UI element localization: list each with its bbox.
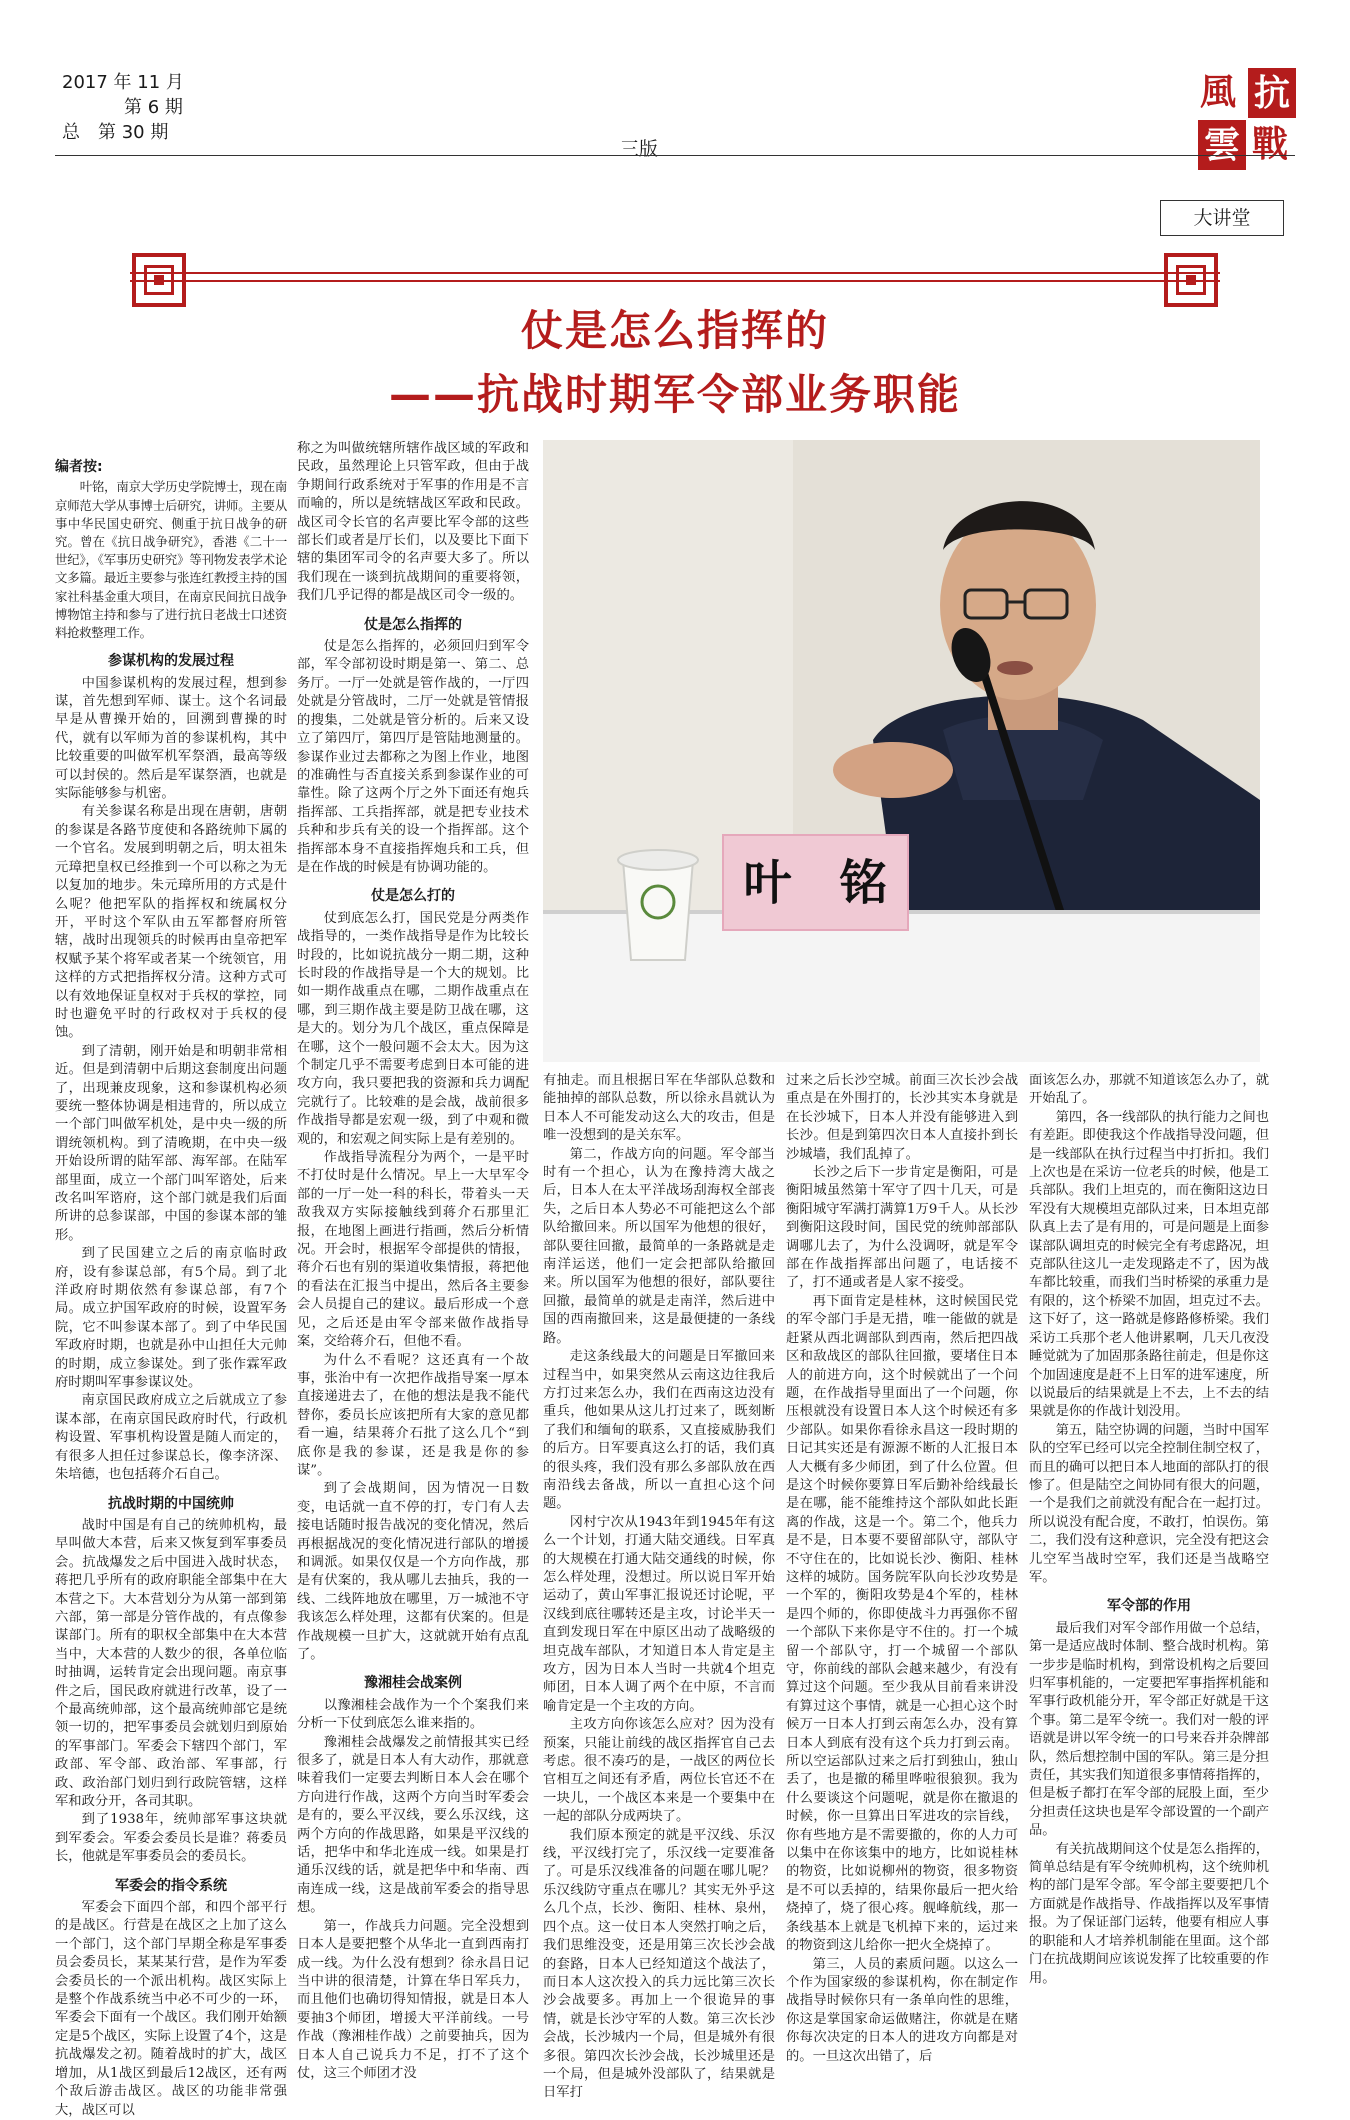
col5-para: 第四，各一线部队的执行能力之间也有差距。即使我这个作战指导没问题，但是一线部队在执行过程当中打折扣。我们上次也是在采访一位老兵的时候，他是工兵部队。我们上坦克的，而在衡阳这边日军没有大规模坦克部队过来，日本坦克部队真上去了是有用的，可是问题是上面参谋部队调坦克的时候完全有考虑路况，坦克部队往这儿一走发现路走不了，因为战车都比较重，而我们当时桥梁的承重力是有限的，这个桥梁不加固，坦克过不去。这下好了，这一路就是修路修桥梁。我们采访工兵那个老人他讲累啊，几天几夜没睡觉就为了加固那条路往前走，但是你这个加固速度是赶不上日军的进军速度，所以说最后的结果就是上不去，上不去的结果就是你的作战计划没用。 — [1029, 1109, 1269, 1420]
column-5 — [1029, 1072, 1269, 2026]
logo-char-2: 抗 — [1248, 68, 1296, 118]
logo-char-3: 雲 — [1198, 120, 1246, 170]
column-4 — [786, 1072, 1018, 2064]
col2-para: 称之为叫做统辖所辖作战区域的军政和民政，虽然理论上只管军政，但由于战争期间行政系统对于军事的作用是不言而喻的，所以是统辖战区军政和民政。战区司令长官的名声要比军令部的这些部长们或者是厅长们，以及要比下面下辖的集团军司令的名声要大多了。所以我们现在一谈到抗战期间的重要将领，我们几乎记得的都是战区司令一级的。 — [297, 441, 529, 604]
col3-para: 主攻方向你该怎么应对？因为没有预案，只能让前线的战区指挥官自己去考虑。很不凑巧的是，一战区的两位长官相互之间还有矛盾，两位长官还不在一块儿，一个战区本来是一个要集中在一起的部队分成两块了。 — [543, 1717, 775, 1825]
col1-para: 战时中国是有自己的统帅机构，最早叫做大本营，后来又恢复到军事委员会。抗战爆发之后中国进入战时状态，蒋把几乎所有的政府职能全部集中在大本营之下。大本营划分为从第一部到第六部，第一部是分管作战的，有点像参谋部门。所有的职权全部集中在大本营当中，大本营的人数少的很，各单位临时抽调，运转肯定会出现问题。南京事件之后，国民政府就进行改革，设了一个最高统帅部，这个最高统帅部它是统领一切的，把军事委员会就划归到原始的军事部门。军委会下辖四个部门，军政部、军令部、政治部、军事部，行政、政治部门划归到行政院管辖，这样军和政分开，各司其职。 — [55, 1517, 287, 1810]
col2-heading-2: 仗是怎么打的 — [371, 888, 455, 905]
column-tag: 大讲堂 — [1160, 200, 1284, 236]
col2-para: 仗到底怎么打，国民党是分两类作战指导的，一类作战指导是作为比较长时段的，比如说抗战分一期二期，这种长时段的作战指导是一个大的规划。比如一期作战重点在哪，二期作战重点在哪，到三期作战主要是防卫战在哪，这是大的。划分为几个战区，重点保障是在哪，这个一般问题不会太大。因为这个制定几乎不需要考虑到日本可能的进攻方向，我只要把我的资源和兵力调配完就行了。比较难的是会战，战前很多作战指导都是宏观一级，到了中观和微观的，和宏观之间实际上是有差别的。 — [297, 910, 529, 1147]
issue-number: 第 6 期 — [124, 97, 183, 118]
col1-para: 南京国民政府成立之后就成立了参谋本部，在南京国民政府时代，行政机构设置、军事机构设置是随人而定的，有很多人担任过参谋总长，像李济深、朱培德，也包括蒋介石自己。 — [55, 1393, 287, 1483]
col2-heading-1: 仗是怎么指挥的 — [364, 616, 462, 633]
col1-heading-3: 军委会的指令系统 — [115, 1877, 227, 1894]
col1-para: 有关参谋名称是出现在唐朝，唐朝的参谋是各路节度使和各路统帅下属的一个官名。发展到明朝之后，明太祖朱元璋把皇权已经推到一个可以称之为无以复加的地步。朱元璋所用的方式是什么呢？他把军队的指挥权和统属权分开，平时这个军队由五军都督府所管辖，战时出现领兵的时候再由皇帝把军权赋予某个将军或者某一个统领官，用这样的方式把指挥权分清。这种方式可以有效地保证皇权对于兵权的掌控，同时也避免平时的行政权对于兵权的侵蚀。 — [55, 804, 287, 1041]
column-1 — [55, 458, 287, 2118]
col2-para: 第一，作战兵力问题。完全没想到日本人是要把整个从华北一直到西南打成一线。为什么没有想到？徐永昌日记当中讲的很清楚，计算在华日军兵力，而且他们也确切得知情报，就是日本人要抽3个师团，增援大平洋前线。一号作战（豫湘桂作战）之前要抽兵，因为日本人自己说兵力不足，打不了这个仗，这三个师团才没 — [297, 1918, 529, 2081]
col1-heading-2: 抗战时期的中国统帅 — [108, 1495, 234, 1512]
col5-para: 最后我们对军令部作用做一个总结，第一是适应战时体制、整合战时机构。第一步步是临时机构，到常设机构之后要回归军事机能的，一定要把军事指挥机能和军事行政机能分开，军令部正好就是干这个事。第二是军令统一。我们对一般的评语就是讲以军令统一的口号来吞并杂牌部队，然后想控制中国的军队。第三是分担责任，其实我们知道很多事情蒋指挥的，但是板子都打在军令部的屁股上面，至少分担责任这块也是军令部设置的一个副产品。 — [1029, 1620, 1269, 1839]
issue-date: 2017 年 11 月 — [62, 72, 184, 93]
issue-meta — [62, 70, 184, 145]
col2-para: 为什么不看呢？这还真有一个故事，张治中有一次把作战指导案一厚本直接递进去了，在他的想法是我不能代替你，委员长应该把所有大家的意见都看一遍，结果蒋介石批了这么几个“到底你是我的参谋，还是我是你的参谋”。 — [297, 1352, 529, 1478]
col2-heading-3: 豫湘桂会战案例 — [364, 1675, 462, 1692]
logo-char-4: 戰 — [1252, 123, 1289, 165]
column-2 — [297, 440, 529, 2081]
col5-heading-1: 军令部的作用 — [1107, 1598, 1191, 1615]
col1-para: 军委会下面四个部，和四个部平行的是战区。行营是在战区之上加了这么一个部门，这个部门早期全称是军事委员会委员长，某某某行营，是作为军委会委员长的一个派出机构。战区实际上是整个作战系统当中必不可少的一环，军委会下面有一个战区。我们刚开始额定是5个战区，实际上设置了4个，这是抗战爆发之初。随着战时的扩大，战区增加，从1战区到最后12战区，还有两个敌后游击战区。战区的功能非常强大，战区可以 — [55, 1900, 287, 2118]
logo-char-1: 風 — [1200, 71, 1237, 113]
article-subtitle: ——抗战时期军令部业务职能 — [388, 370, 961, 419]
editor-note-heading: 编者按: — [55, 459, 103, 475]
col2-para: 作战指导流程分为两个，一是平时不打仗时是什么情况。早上一大早军令部的一厅一处一科的科长，带着头一天敌我双方实际接触线到蒋介石那里汇报，在地图上画进行指画，然后分析情况。开会时，根据军令部提供的情报，蒋介石也有别的渠道收集情报，蒋把他的看法在汇报当中提出，然后各主要参会人员提自己的建议。最后形成一个意见，之后还是由军令部来做作战指导案，交给蒋介石，但他不看。 — [297, 1150, 529, 1350]
col2-para: 仗是怎么指挥的，必须回归到军令部，军令部初设时期是第一、第二、总务厅。一厅一处就是管作战的，一厅四处就是分管战时，二厅一处就是管情报的搜集，二处就是管分析的。后来又设立了第四厅，第四厅是管陆地测量的。参谋作业过去都称之为图上作业，地图的准确性与否直接关系到参谋作业的可靠性。除了这两个厅之外下面还有炮兵指挥部、工兵指挥部，就是把专业技术兵种和步兵有关的设一个指挥部。这个指挥部本身不直接指挥炮兵和工兵，但是在作战的时候是有协调功能的。 — [297, 639, 529, 875]
article-title: 仗是怎么指挥的 — [520, 306, 829, 355]
col4-para: 第三，人员的素质问题。以这么一个作为国家级的参谋机构，你在制定作战指导时候你只有一条单向性的思维，你这是掌国家命运做赌注，你就是在赌你每次决定的日本人的进攻方向都是对的。一旦这次出错了，后 — [786, 1956, 1018, 2064]
title-band-top — [130, 272, 1220, 282]
header-rule — [55, 155, 1295, 156]
col5-para: 有关抗战期间这个仗是怎么指挥的，简单总结是有军令统帅机构，这个统帅机构的部门是军令部。军令部主要要把几个方面就是作战指导、作战指挥以及军事情报。为了保证部门运转，他要有相应人事的职能和人才培养机制能在里面。这个部门在抗战期间应该说发挥了比较重要的作用。 — [1029, 1841, 1269, 1986]
col3-para: 走这条线最大的问题是日军撤回来过程当中，如果突然从云南这边往我后方打过来怎么办，我们在西南这边没有重兵，他如果从这儿打过来了，既刻断了我们和缅甸的联系，又直接威胁我们的后方。日军要真这么打的话，我们真的很头疼，我们没有那么多部队放在西南沿线去备战，所以一直担心这个问题。 — [543, 1349, 775, 1512]
col4-para: 长沙之后下一步肯定是衡阳，可是衡阳城虽然第十军守了四十几天，可是衡阳城守军满打满算1万9千人。从长沙到衡阳这段时间，国民党的统帅部部队调哪儿去了，为什么没调呀，就是军令部在作战指挥部出问题了，电话接不了，打不通或者是人家不接受。 — [786, 1165, 1018, 1291]
col1-para: 到了民国建立之后的南京临时政府，设有参谋总部，有5个局。到了北洋政府时期依然有参谋总部，有7个局。成立护国军政府的时候，设置军务院，它不叫参谋本部了。到了中华民国军政府时期，也就是孙中山担任大元帅的时期，成立参谋处。到了张作霖军政府时期叫军事参谋议处。 — [55, 1246, 287, 1391]
col4-para: 再下面肯定是桂林，这时候国民党的军令部门手是无措，唯一能做的就是赶紧从西北调部队到西南，然后把四战区和敌战区的部队往回撤，要堵住日本人的前进方向，这个时候就出了一个问题，在作战指导里面出了一个问题，你压根就没有设置日本人这个时候还有多少部队。如果你看徐永昌这一段时期的日记其实还是有源源不断的人汇报日本人大概有多少师团，到了什么位置。但是这个时候你要算日军后勤补给线最长是在哪，能不能维持这个部队如此长距离的作战，这是一个。第二个，他兵力是不是，日本要不要留部队守，部队守不守住在的，比如说长沙、衡阳、桂林这样的城防。国务院军队向长沙攻势是一个军的，衡阳攻势是4个军的，桂林是四个师的，你即使战斗力再强你不留一个部队下来你是守不住的。打一个城留一个部队守，打一个城留一个部队守，你前线的部队会越来越少，有没有算过这个问题。至少我从目前看来讲没有算过这个事情，就是一心担心这个时候万一日本人打到云南怎么办，没有算日本人到底有没有这个兵力打到云南。所以空运部队过来之后打到独山，独山丢了，也是撤的稀里哗啦很狼狈。我为什么要谈这个问题呢，就是你在撤退的时候，你一旦算出日军进攻的宗旨线，你有些地方是不需要撤的，你的人力可以集中在你该集中的地方，比如说桂林的物资，比如说柳州的物资，很多物资是不可以丢掉的，结果你最后一把火给烧掉了，烧了很心疼。舰峰航线，那一条线基本上就是飞机掉下来的，运过来的物资到这儿给你一把火全烧掉了。 — [786, 1293, 1018, 1954]
col2-para: 豫湘桂会战爆发之前情报其实已经很多了，就是日本人有大动作，那就意味着我们一定要去判断日本人会在哪个方向进行作战，这两个方向当时军委会是有的，要么平汉线，要么乐汉线，这两个方向的作战思路，如果是平汉线的话，把华中和华北连成一线。如果是打通乐汉线的话，就是把华中和华南、西南连成一线，这是战前军委会的指导思想。 — [297, 1734, 529, 1916]
speaker-photo-illustration — [543, 440, 1260, 1062]
speaker-photo — [543, 440, 1260, 1062]
col2-para: 以豫湘桂会战作为一个个案我们来分析一下仗到底怎么谁来指的。 — [297, 1697, 529, 1732]
col3-para: 有抽走。而且根据日军在华部队总数和能抽掉的部队总数，所以徐永昌就认为日本人不可能发动这么大的攻击，但是唯一没想到的是关东军。 — [543, 1073, 775, 1144]
editor-note: 叶铭，南京大学历史学院博士，现在南京师范大学从事博士后研究，讲师。主要从事中华民国史研究、侧重于抗日战争的研究。曾在《抗日战争研究》，香港《二十一世纪》，《军事历史研究》等刊物发表学术论文多篇。最近主要参与张连红教授主持的国家社科基金重大项目，在南京民间抗日战争博物馆主持和参与了进行抗日老战士口述资料抢救整理工作。 — [55, 479, 287, 641]
col2-para: 到了会战期间，因为情况一日数变，电话就一直不停的打，专门有人去接电话随时报告战况的变化情况，然后再根据战况的变化情况进行部队的增援和调派。如果仅仅是一个方向作战，那是有伏案的，我从哪儿去抽兵，我的一线、二线阵地放在哪里，万一城池不守我该怎么样处理，这都有伏案的。但是作战规模一旦扩大，这就就开始有点乱了。 — [297, 1481, 529, 1662]
col1-para: 到了清朝，刚开始是和明朝非常相近。但是到清朝中后期这套制度出问题了，出现兼皮现象，这和参谋机构必须要统一整体协调是相违背的，所以成立一个部门叫做军机处，是中央一级的所谓统领机构。到了清晚期，在中央一级开始设所谓的陆军部、海军部。在陆军部里面，成立一个部门叫军谘处，后来改名叫军谘府，这个部门就是我们后面所讲的总参谋部，中国的参谋本部的雏形。 — [55, 1043, 287, 1243]
col3-para: 我们原本预定的就是平汉线、乐汉线，平汉线打完了，乐汉线一定要准备了。可是乐汉线准备的问题在哪儿呢？乐汉线防守重点在哪儿？其实无外乎这么几个点，长沙、衡阳、桂林、泉州，四个点。这一仗日本人突然打响之后，我们思维没变，还是用第三次长沙会战的套路，日本人已经知道这个战法了，而日本人这次投入的兵力远比第三次长沙会战要多。再加上一个很诡异的事情，就是长沙守军的人数。第三次长沙会战，长沙城内一个局，但是城外有很多很。第四次长沙会战，长沙城里还是一个局，但是城外没部队了，结果就是日军打 — [543, 1827, 775, 2101]
col3-para: 冈村宁次从1943年到1945年有这么一个计划，打通大陆交通线。日军真的大规模在打通大陆交通线的时候，你怎么样处理，没想过。所以说日军开始运动了，黄山军事汇报说还讨论呢，平汉线到底往哪转还是主攻，讨论半天一直到发现日军在中原区出动了战略级的坦克战车部队，才知道日本人肯定是主攻方，因为日本人当时一共就4个坦克师团，日本人调了两个在中原，不言而喻肯定是一个主攻的方向。 — [543, 1514, 775, 1714]
col5-para: 面该怎么办，那就不知道该怎么办了，就开始乱了。 — [1029, 1073, 1269, 1107]
speaker-nameplate: 叶 铭 — [743, 855, 888, 911]
page-label: 三版 — [620, 138, 659, 160]
col4-para: 过来之后长沙空城。前面三次长沙会战重点是在外围打的，长沙其实本身就是在长沙城下，日本人并没有能够进入到长沙。但是到第四次日本人直接扑到长沙城墙，我们乱掉了。 — [786, 1073, 1018, 1162]
col1-para: 中国参谋机构的发展过程，想到参谋，首先想到军师、谋士。这个名词最早是从曹操开始的，回溯到曹操的时代，就有以军师为首的参谋机构，其中比较重要的叫做军机军祭酒，最高等级可以封侯的。然后是军谋祭酒，也就是实际能够参与机密。 — [55, 675, 287, 802]
col1-para: 到了1938年，统帅部军事这块就到军委会。军委会委员长是谁？蒋委员长，他就是军事委员会的委员长。 — [55, 1812, 287, 1865]
col5-para: 第五，陆空协调的问题，当时中国军队的空军已经可以完全控制住制空权了，而且的确可以把日本人地面的部队打的很惨了。但是陆空之间协同有很大的问题，一个是我们之前就没有配合在一起打过。所以说没有配合度，不敢打，怕误伤。第二，我们没有这种意识，完全没有把这会儿空军当战时空军，我们还是当战略空军。 — [1029, 1422, 1269, 1585]
column-3 — [543, 1072, 775, 2101]
col1-heading-1: 参谋机构的发展过程 — [108, 653, 234, 670]
col3-para: 第二，作战方向的问题。军令部当时有一个担心，认为在豫持湾大战之后，日本人在太平洋战场刮海权全部丧失，之后日本人势必不可能把这么个部队给撤回来。所以国军为他想的很好，部队要往回撤，最简单的一条路就是走南洋运送，他们一定会把部队给撤回来。所以国军为他想的很好，部队要往回撤，最简单的就是走南洋，然后进中国的西南撤回来，这是最便捷的一条线路。 — [543, 1146, 775, 1346]
issue-total: 总 第 30 期 — [62, 122, 169, 143]
